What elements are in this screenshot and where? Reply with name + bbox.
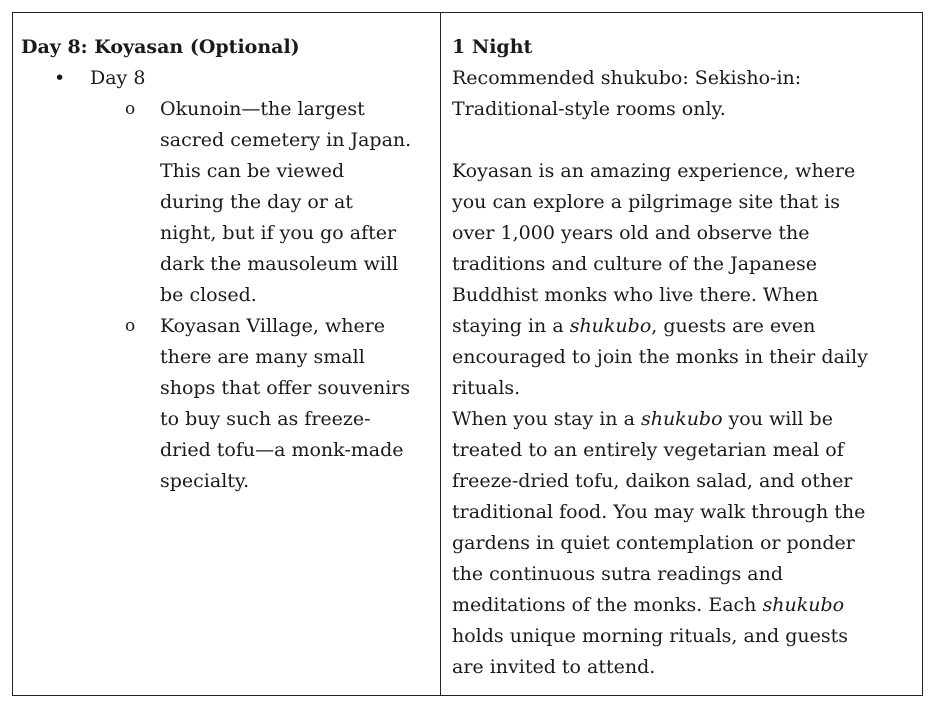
- sub-item-okunoin: [21, 94, 440, 311]
- recommend-line: Traditional-style rooms only.: [452, 98, 726, 120]
- paragraph-line: Buddhist monks who live there. When: [452, 284, 819, 306]
- italic-term: shukubo: [640, 408, 723, 430]
- paragraph-line: encouraged to join the monks in their daily: [452, 346, 868, 368]
- paragraph-experience: [452, 156, 916, 404]
- circle-bullet-icon: o: [125, 316, 136, 336]
- text-run: , guests are even: [651, 315, 816, 337]
- left-cell: [13, 13, 441, 695]
- paragraph-meal: [452, 404, 916, 683]
- sub-item-line: dark the mausoleum will: [160, 253, 399, 275]
- paragraph-line: treated to an entirely vegetarian meal of: [452, 439, 844, 461]
- paragraph-line: are invited to attend.: [452, 656, 656, 678]
- sub-item-line: be closed.: [160, 284, 257, 306]
- sub-item-line: during the day or at: [160, 191, 353, 213]
- sub-item-line: dried tofu—a monk-made: [160, 439, 404, 461]
- sub-item-line: Koyasan Village, where: [160, 315, 386, 337]
- right-cell: [441, 13, 922, 695]
- paragraph-line: over 1,000 years old and observe the: [452, 222, 810, 244]
- paragraph-line: traditional food. You may walk through the: [452, 501, 866, 523]
- sub-item-line: night, but if you go after: [160, 222, 397, 244]
- sub-item-line: shops that offer souvenirs: [160, 377, 411, 399]
- paragraph-line: [452, 311, 916, 342]
- paragraph-line: you can explore a pilgrimage site that is: [452, 191, 840, 213]
- paragraph-gap: [452, 125, 916, 156]
- sub-item-line: sacred cemetery in Japan.: [160, 129, 412, 151]
- paragraph-line: gardens in quiet contemplation or ponder: [452, 532, 855, 554]
- text-run: When you stay in a: [452, 408, 641, 430]
- bullet-dot-icon: •: [54, 67, 66, 89]
- paragraph-line: traditions and culture of the Japanese: [452, 253, 817, 275]
- bullet-label: Day 8: [90, 67, 146, 89]
- italic-term: shukubo: [762, 594, 845, 616]
- paragraph-line: [452, 590, 916, 621]
- paragraph-line: rituals.: [452, 377, 521, 399]
- paragraph-line: Koyasan is an amazing experience, where: [452, 160, 856, 182]
- text-run: meditations of the monks. Each: [452, 594, 763, 616]
- itinerary-table: [12, 12, 923, 696]
- italic-term: shukubo: [569, 315, 652, 337]
- circle-bullet-icon: o: [125, 99, 136, 119]
- text-run: staying in a: [452, 315, 570, 337]
- sub-item-koyasan-village: [21, 311, 440, 497]
- sub-item-line: This can be viewed: [160, 160, 345, 182]
- paragraph-line: the continuous sutra readings and: [452, 563, 784, 585]
- day-heading: Day 8: Koyasan (Optional): [21, 36, 300, 58]
- paragraph-line: [452, 404, 916, 435]
- text-run: you will be: [722, 408, 833, 430]
- sub-item-line: there are many small: [160, 346, 365, 368]
- sub-item-line: to buy such as freeze-: [160, 408, 371, 430]
- bullet-item: [21, 63, 440, 94]
- sub-item-line: specialty.: [160, 470, 250, 492]
- sub-item-line: Okunoin—the largest: [160, 98, 365, 120]
- paragraph-line: freeze-dried tofu, daikon salad, and other: [452, 470, 853, 492]
- paragraph-line: holds unique morning rituals, and guests: [452, 625, 849, 647]
- recommend-line: Recommended shukubo: Sekisho-in:: [452, 67, 802, 89]
- stay-heading: 1 Night: [452, 36, 533, 58]
